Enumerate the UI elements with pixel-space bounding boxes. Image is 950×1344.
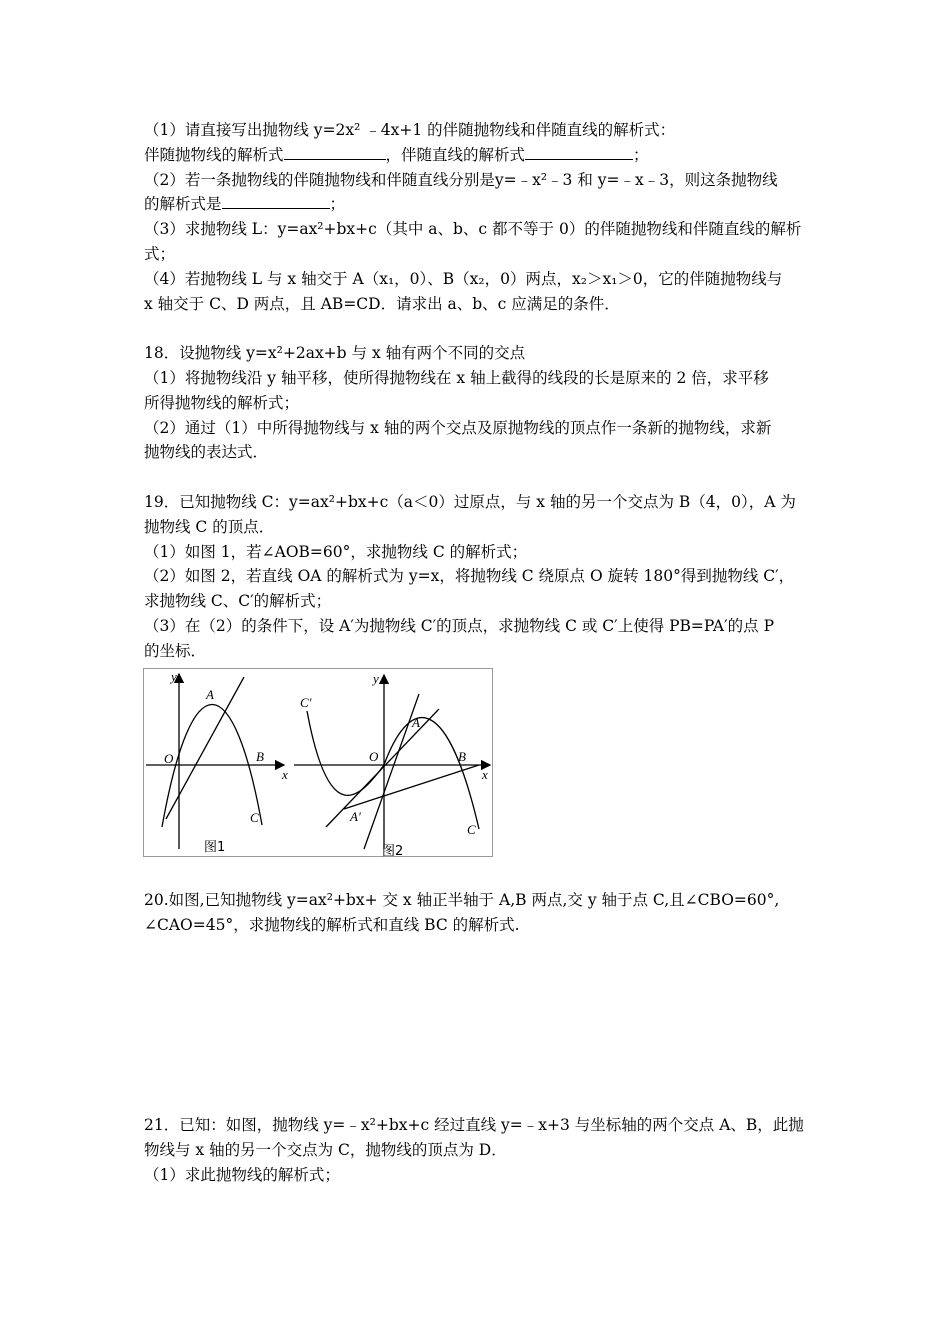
fig2-label-c: C — [467, 822, 476, 837]
p21-q1: （1）求此抛物线的解析式； — [144, 1166, 340, 1184]
p20-line2: ∠CAO=45°，求抛物线的解析式和直线 BC 的解析式. — [144, 916, 520, 934]
p17-q2-label-b: ； — [329, 195, 346, 213]
p19-stem-line1: 19．已知抛物线 C：y=ax²+bx+c（a＜0）过原点，与 x 轴的另一个交点为 B（4，0），A 为 — [144, 493, 796, 511]
p17-q3-line2: 式； — [144, 245, 176, 263]
fig2-parabola-c — [384, 718, 479, 829]
fig1-label-a: A — [206, 687, 214, 702]
p19-figure-svg — [144, 669, 494, 858]
fig1-caption: 图1 — [204, 840, 226, 855]
p17-q1-line2 — [144, 143, 814, 167]
p17-q3-line1: （3）求抛物线 L：y=ax²+bx+c（其中 a、b、c 都不等于 0）的伴随抛物线和伴随直线的解析 — [144, 220, 802, 238]
p18-q2-line2: 抛物线的表达式． — [144, 443, 269, 461]
fig2-label-aprime: A′ — [350, 809, 361, 824]
p18-q1-line1: （1）将抛物线沿 y 轴平移，使所得抛物线在 x 轴上截得的线段的长是原来的 2 倍，求平移 — [144, 369, 769, 387]
p17-q4-line2: x 轴交于 C、D 两点，且 AB=CD．请求出 a、b、c 应满足的条件． — [144, 295, 620, 313]
fig1-label-o: O — [164, 751, 174, 766]
p19-q3-line2: 的坐标． — [144, 642, 207, 660]
p17-q2-label-a: 的解析式是 — [144, 195, 222, 213]
fig2-label-x: x — [482, 767, 488, 782]
fig1-label-c: C — [250, 810, 259, 825]
p19-q3-line1: （3）在（2）的条件下，设 A′为抛物线 C′的顶点，求抛物线 C 或 C′上使得 PB=PA′的点 P — [144, 617, 774, 635]
fig2-label-cprime: C′ — [300, 695, 312, 710]
p17-q2-line2 — [144, 192, 814, 216]
fig1-parabola-c — [162, 704, 262, 827]
p19-figure — [143, 668, 493, 857]
p17-q2-line1: （2）若一条抛物线的伴随抛物线和伴随直线分别是y=﹣x²﹣3 和 y=﹣x﹣3，则这条抛物线 — [144, 171, 778, 189]
p17-q1-label-c: ； — [633, 146, 649, 164]
fig2-label-b: B — [458, 749, 466, 764]
fig1-line-oa — [166, 677, 244, 819]
fig2-label-o: O — [369, 749, 379, 764]
p18-q2-line1: （2）通过（1）中所得抛物线与 x 轴的两个交点及原抛物线的顶点作一条新的抛物线，求新 — [144, 419, 772, 437]
fig2-line-oa — [326, 709, 439, 827]
p19-q1: （1）如图 1，若∠AOB=60°，求抛物线 C 的解析式； — [144, 543, 528, 561]
fig1-label-y: y — [171, 669, 177, 684]
p20-line1: 20.如图,已知抛物线 y=ax²+bx+ 交 x 轴正半轴于 A,B 两点,交 y 轴于点 C,且∠CBO=60°, — [144, 891, 780, 909]
p18-stem: 18．设抛物线 y=x²+2ax+b 与 x 轴有两个不同的交点 — [144, 344, 526, 362]
answer-blank[interactable] — [222, 192, 330, 209]
fig2-label-a: A — [412, 715, 420, 730]
p19-q2-line2: 求抛物线 C、C′的解析式； — [144, 592, 332, 610]
p21-line1: 21．已知：如图，抛物线 y=﹣x²+bx+c 经过直线 y=﹣x+3 与坐标轴的两个交点 A、B，此抛 — [144, 1116, 804, 1134]
fig1-label-x: x — [282, 767, 288, 782]
p21-line2: 物线与 x 轴的另一个交点为 C，抛物线的顶点为 D． — [144, 1141, 507, 1159]
p19-stem-line2: 抛物线 C 的顶点． — [144, 518, 275, 536]
p18-q1-line2: 所得抛物线的解析式； — [144, 394, 300, 412]
fig2-label-y: y — [373, 671, 379, 686]
p17-q1-line1: （1）请直接写出抛物线 y=2x² ﹣4x+1 的伴随抛物线和伴随直线的解析式： — [144, 121, 676, 139]
p17-q1-label-a: 伴随抛物线的解析式 — [144, 146, 284, 164]
p17-q1-label-b: ，伴随直线的解析式 — [385, 146, 526, 164]
p19-q2-line1: （2）如图 2，若直线 OA 的解析式为 y=x，将抛物线 C 绕原点 O 旋转 180°得到抛物线 C′， — [144, 567, 795, 585]
fig2-line-steep — [364, 694, 419, 849]
answer-blank[interactable] — [284, 143, 386, 160]
answer-blank[interactable] — [525, 143, 633, 160]
p17-q4-line1: （4）若抛物线 L 与 x 轴交于 A（x₁，0）、B（x₂，0）两点，x₂＞x₁＞0，它的伴随抛物线与 — [144, 270, 783, 288]
fig2-caption: 图2 — [382, 844, 404, 858]
fig1-label-b: B — [256, 749, 264, 764]
